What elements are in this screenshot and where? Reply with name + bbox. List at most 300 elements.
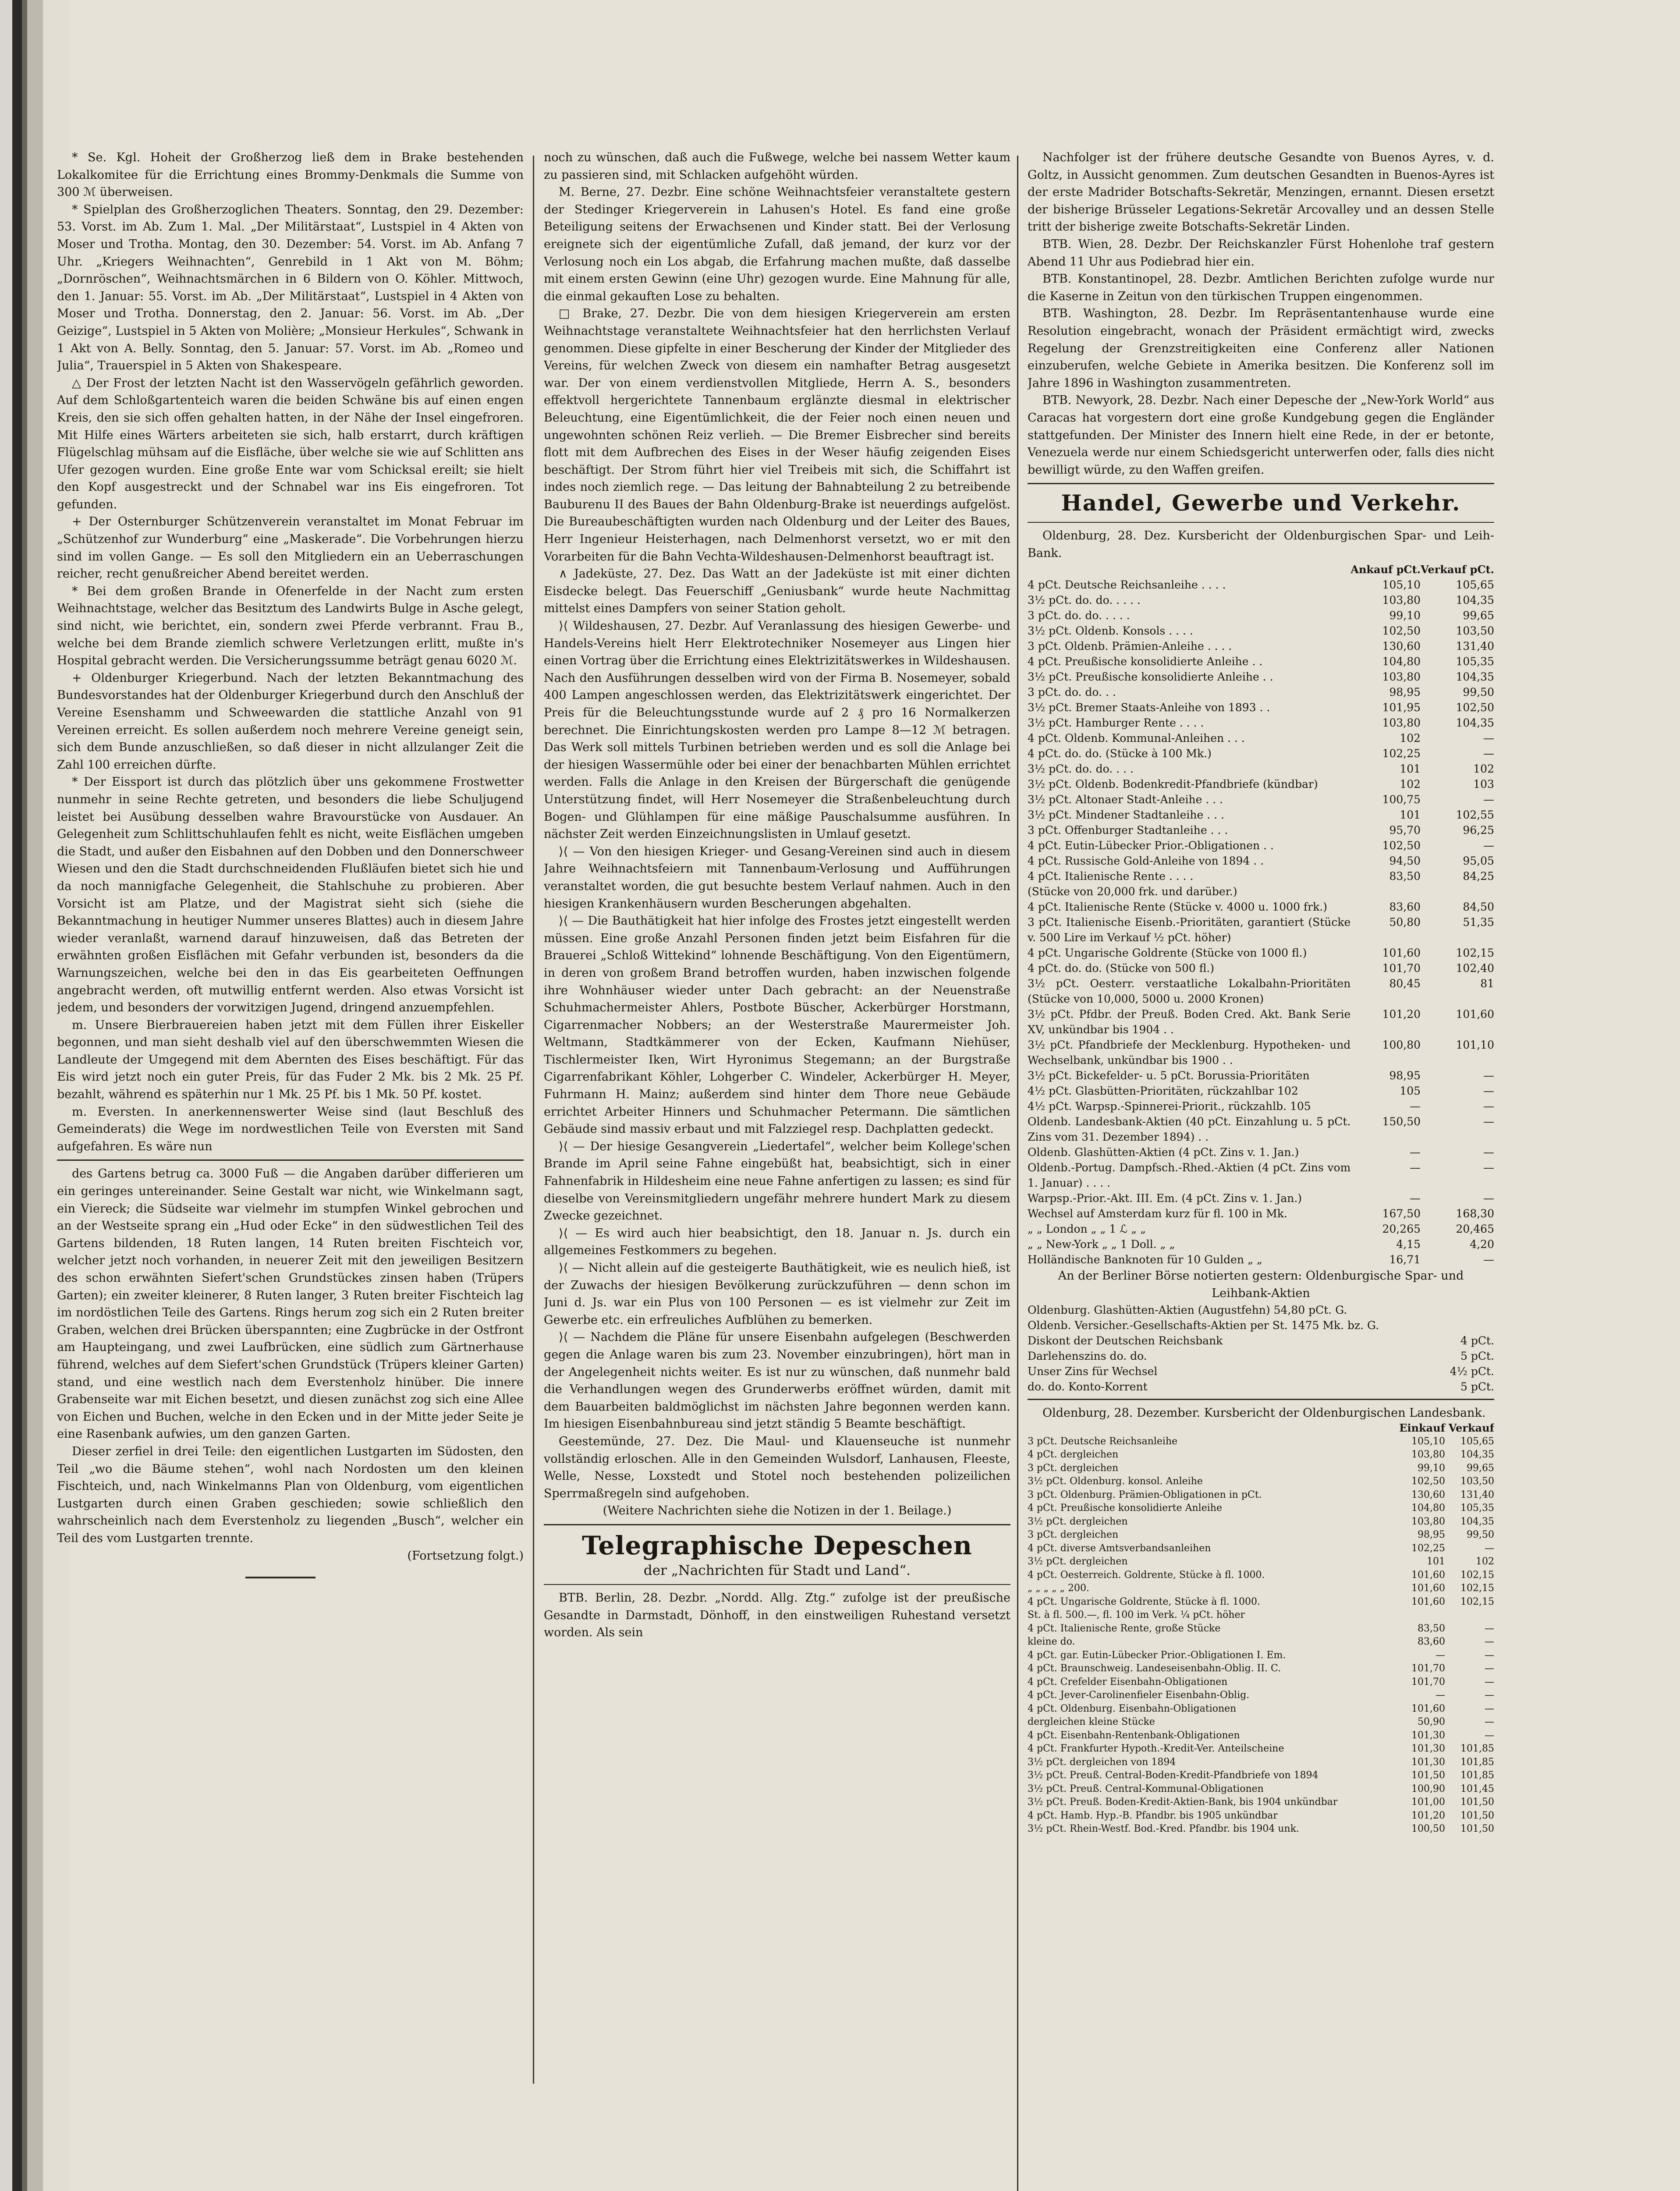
price-cell: 81 xyxy=(1480,977,1494,990)
price-cell: 84,50 xyxy=(1463,901,1494,914)
table-row xyxy=(1028,792,1494,807)
security-name: 3½ pCt. Preußische konsolidierte Anleihe . . xyxy=(1028,670,1273,684)
price-cell: 102,40 xyxy=(1456,962,1494,975)
table-row xyxy=(1028,915,1494,945)
price-cell xyxy=(1350,884,1421,899)
price-cell: 101,10 xyxy=(1456,1039,1494,1052)
price-cell: 101,60 xyxy=(1411,1583,1445,1594)
table-row xyxy=(1028,776,1494,792)
security-name: 4 pCt. Italienische Rente (Stücke v. 4000 u. 1000 frk.) xyxy=(1028,901,1327,914)
price-cell: 131,40 xyxy=(1460,1489,1494,1500)
table-row xyxy=(1028,1475,1494,1489)
price-cell: — xyxy=(1483,732,1494,745)
table-row xyxy=(1028,869,1494,884)
price-cell: 104,35 xyxy=(1456,716,1494,730)
column-header: Einkauf xyxy=(1399,1422,1445,1435)
price-cell: — xyxy=(1483,1115,1494,1128)
news-item: Geestemünde, 27. Dez. Die Maul- und Klauenseuche ist nunmehr vollständig erloschen. Alle in den Gemeinden Wulsdorf, Lanhausen, Fleeste, Welle, Nesse, Loxstedt und Stotel noch bestehenden polizeilichen Sperrmaßregeln sind aufgehoben. xyxy=(544,1434,1010,1500)
price-cell: 130,60 xyxy=(1382,640,1421,653)
price-cell: — xyxy=(1485,1676,1494,1688)
table-row xyxy=(1028,1333,1494,1348)
table-row xyxy=(1028,746,1494,761)
price-cell: 130,60 xyxy=(1411,1489,1445,1500)
price-cell: 105,65 xyxy=(1460,1436,1494,1447)
telegram-item: BTB. Newyork, 28. Dezbr. Nach einer Depesche der „New-York World“ aus Caracas hat vorgestern dort eine große Kundgebung gegen die Engländer stattgefunden. Der Minister des Innern hielt eine Rede, in der er betonte, Venezuela werde nur einem Schiedsgericht unterwerfen oder, falls dies nicht bewilligt würde, zu den Waffen greifen. xyxy=(1028,394,1494,477)
table-row xyxy=(1028,1702,1494,1716)
column-header xyxy=(1028,1422,1396,1435)
price-cell: 102 xyxy=(1400,732,1421,745)
price-cell: 103,50 xyxy=(1456,624,1494,638)
table-row xyxy=(1028,1252,1494,1267)
price-cell: 103,80 xyxy=(1411,1449,1445,1461)
price-cell: 105,35 xyxy=(1460,1503,1494,1514)
column-header: Ankauf pCt. xyxy=(1350,563,1421,576)
price-cell: 101,60 xyxy=(1411,1596,1445,1607)
news-item: ⟩⟨ — Der hiesige Gesangverein „Liedertafel“, welcher beim Kollege'schen Brande im April seine Fahne eingebüßt hat, beabsichtigt, sich in einer Fahnenfabrik in Hildesheim eine neue Fahne anfertigen zu lassen; es sind für dieselbe von Vereinsmitgliedern ungefähr mehrere hundert Mark zu diesem Zwecke gezeichnet. xyxy=(544,1139,1010,1223)
security-name: Wechsel auf Amsterdam kurz für fl. 100 in Mk. xyxy=(1028,1207,1287,1220)
bourse-table-landesbank xyxy=(1028,1422,1494,1836)
price-cell: 101,45 xyxy=(1460,1783,1494,1794)
berlin-bourse-table xyxy=(1028,1302,1494,1394)
price-cell: 104,35 xyxy=(1460,1516,1494,1527)
price-cell: 50,80 xyxy=(1389,916,1421,929)
bourse-intro: Oldenburg, 28. Dez. Kursbericht der Oldenburgischen Spar- und Leih-Bank. xyxy=(1028,529,1494,560)
security-name: 3½ pCt. Hamburger Rente . . . . xyxy=(1028,716,1204,730)
price-cell: 104,35 xyxy=(1456,594,1494,607)
price-cell: — xyxy=(1410,1100,1421,1113)
table-row xyxy=(1028,1083,1494,1099)
price-cell: 101,50 xyxy=(1460,1823,1494,1835)
table-row xyxy=(1028,1542,1494,1556)
news-item: * Der Eissport ist durch das plötzlich über uns gekommene Frostwetter nunmehr in seine Rechte getreten, und besonders die liebe Schuljugend leistet bei Ausübung desselben wahre Bravourstücke von Ausdauer. An Gelegenheit zum Schlittschuhlaufen fehlt es nicht, weite Eisflächen umgeben die Stadt, und außer den Eisbahnen auf den Dobben und den Donnerschweer Wiesen und den die Stadt durchschneidenden Flußläufen bietet sich hie und da noch mannigfache Gelegenheit, die Stahlschuhe zu probieren. Aber Vorsicht ist am Platze, und der Magistrat sieht sich (siehe die Bekanntmachung in heutiger Nummer unseres Blattes) auch in diesem Jahre wieder veranlaßt, warnend darauf hinzuweisen, daß das Betreten der erwähnten großen Eisflächen mit Gefahr verbunden ist, besonders da die Warnungszeichen, welche bei den in das Eis gearbeiteten Oeffnungen angebracht werden, oft mutwillig entfernt werden. Also etwas Vorsicht ist jedem, und besonders der vorwitzigen Jugend, dringend anzuempfehlen. xyxy=(57,775,524,1015)
security-name: 4 pCt. Hamb. Hyp.-B. Pfandbr. bis 1905 unkündbar xyxy=(1028,1810,1278,1821)
intro-text: noch zu wünschen, daß auch die Fußwege, welche bei nassem Wetter kaum zu passieren sind, mit Schlacken aufgehöht würden. xyxy=(544,151,1010,182)
security-name: 4 pCt. Crefelder Eisenbahn-Obligationen xyxy=(1028,1676,1228,1688)
price-cell: 103 xyxy=(1473,778,1494,791)
price-cell: 101,85 xyxy=(1460,1743,1494,1755)
price-cell: — xyxy=(1483,1161,1494,1174)
security-name: Oldenburg. Glashütten-Aktien (Augustfehn) 54,80 pCt. G. xyxy=(1028,1303,1347,1316)
news-item: ⟩⟨ Wildeshausen, 27. Dezbr. Auf Veranlassung des hiesigen Gewerbe- und Handels-Vereins hielt Herr Elektrotechniker Nosemeyer aus Lingen hier einen Vortrag über die Errichtung eines Elektrizitätswerkes in Wildeshausen. Nach den Ausführungen desselben wird von der Firma B. Nosemeyer, sobald 400 Lampen angeschlossen werden, das Elektrizitätswerk eingerichtet. Der Preis für die Beleuchtungsstunde wurde auf 2 ₰ pro 16 Normalkerzen berechnet. Die Einrichtungskosten werden pro Lampe 8—12 ℳ betragen. Das Werk soll mittels Turbinen betrieben werden und es soll die Anlage bei der hiesigen Wassermühle oder bei einer der benachbarten Mühlen errichtet werden. Falls die Anlage in den Kreisen der Bürgerschaft die genügende Unterstützung findet, will Herr Nosemeyer die Straßenbeleuchtung durch Bogen- und Glühlampen für eine mäßige Pauschalsumme ausführen. In nächster Zeit werden Einzeichnungslisten in Umlauf gesetzt. xyxy=(544,619,1010,841)
newspaper-page xyxy=(12,0,1680,2191)
price-cell: 102,50 xyxy=(1456,701,1494,714)
table-row xyxy=(1028,853,1494,869)
table-row xyxy=(1028,1555,1494,1569)
column-header xyxy=(1028,562,1350,577)
security-name: 4 pCt. Eutin-Lübecker Prior.-Obligationen . . xyxy=(1028,839,1274,852)
price-cell: 101,50 xyxy=(1460,1810,1494,1821)
table-row xyxy=(1028,1729,1494,1743)
section-rule xyxy=(544,1584,1010,1585)
price-cell: 102,50 xyxy=(1411,1476,1445,1487)
telegram-berlin: BTB. Berlin, 28. Dezbr. „Nordd. Allg. Ztg.“ zufolge ist der preußische Gesandte in Darmstadt, Dönhoff, in den einstweiligen Ruhestand versetzt worden. Als sein xyxy=(544,1591,1010,1640)
price-cell: 100,75 xyxy=(1382,793,1421,806)
security-name: Unser Zins für Wechsel xyxy=(1028,1365,1158,1378)
security-name: 4 pCt. Ungarische Goldrente (Stücke von 1000 fl.) xyxy=(1028,947,1307,960)
security-name: 3½ pCt. Altonaer Stadt-Anleihe . . . xyxy=(1028,793,1223,806)
news-item: * Se. Kgl. Hoheit der Großherzog ließ dem in Brake bestehenden Lokalkomitee für die Errichtung eines Brommy-Denkmals die Summe von 300 ℳ überweisen. xyxy=(57,151,524,199)
price-cell: 95,70 xyxy=(1389,824,1421,837)
security-name: 3½ pCt. Bremer Staats-Anleihe von 1893 . . xyxy=(1028,701,1270,714)
table-row xyxy=(1028,1649,1494,1663)
local-news xyxy=(57,149,524,1155)
price-cell: 4,15 xyxy=(1396,1238,1421,1251)
price-cell: — xyxy=(1485,1703,1494,1714)
news-item: M. Berne, 27. Dezbr. Eine schöne Weihnachtsfeier veranstaltete gestern der Stedinger Kriegerverein in Lahusen's Hotel. Es fand eine große Beteiligung seitens der Erwachsenen und Kinder statt. Bei der Verlosung ereignete sich der eigentümliche Zufall, daß jemand, der kurz vor der Verlosung noch ein Los abgab, die Erfahrung machen mußte, daß dasselbe mit einem ersten Gewinn (eine Uhr) gezogen wurde. Eine Mahnung für alle, die einmal gekauften Lose zu behalten. xyxy=(544,185,1010,303)
telegram-item: BTB. Wien, 28. Dezbr. Der Reichskanzler Fürst Hohenlohe traf gestern Abend 11 Uhr aus Podiebrad hier ein. xyxy=(1028,237,1494,269)
table-row xyxy=(1028,1622,1494,1636)
table-row xyxy=(1028,1007,1494,1037)
price-cell: 102,25 xyxy=(1411,1542,1445,1554)
table-row xyxy=(1028,761,1494,776)
price-cell: 101,70 xyxy=(1411,1663,1445,1674)
price-cell: 101,60 xyxy=(1456,1008,1494,1021)
table-row xyxy=(1028,1783,1494,1796)
table-row xyxy=(1028,730,1494,746)
table-row xyxy=(1028,638,1494,654)
security-name: 4 pCt. gar. Eutin-Lübecker Prior.-Obligationen I. Em. xyxy=(1028,1649,1286,1661)
table-row xyxy=(1028,838,1494,853)
telegram-banner-title: Telegraphische Depeschen xyxy=(582,1530,972,1560)
price-cell: 104,80 xyxy=(1411,1503,1445,1514)
section-rule xyxy=(1028,1399,1494,1400)
price-cell: 101,60 xyxy=(1411,1703,1445,1714)
price-cell: 101,60 xyxy=(1411,1569,1445,1581)
table-row xyxy=(1028,654,1494,669)
column-header: Verkauf pCt. xyxy=(1421,563,1494,576)
section-title-commerce: Handel, Gewerbe und Verkehr. xyxy=(1061,490,1461,516)
price-cell: 5 pCt. xyxy=(1460,1349,1494,1362)
price-cell: 96,25 xyxy=(1463,824,1494,837)
price-cell: 105,10 xyxy=(1411,1436,1445,1447)
table-row xyxy=(1028,945,1494,961)
telegrams xyxy=(1028,149,1494,479)
security-name: 3½ pCt. Preuß. Central-Kommunal-Obligationen xyxy=(1028,1783,1264,1794)
table-row xyxy=(1028,807,1494,823)
table-row xyxy=(1028,1364,1494,1379)
price-cell: 101,70 xyxy=(1411,1676,1445,1688)
security-name: Warpsp.-Prior.-Akt. III. Em. (4 pCt. Zins v. 1. Jan.) xyxy=(1028,1192,1302,1205)
table-row xyxy=(1028,1515,1494,1529)
price-cell: 99,65 xyxy=(1463,609,1494,622)
security-name: Darlehenszins do. do. xyxy=(1028,1349,1147,1362)
feuilleton-continuation xyxy=(57,1165,524,1547)
price-cell: 95,05 xyxy=(1463,854,1494,868)
price-cell: — xyxy=(1485,1663,1494,1674)
price-cell: — xyxy=(1410,1146,1421,1159)
table-row xyxy=(1028,1435,1494,1449)
regional-news xyxy=(544,184,1010,1502)
security-name: „ „ New-York „ „ 1 Doll. „ „ xyxy=(1028,1238,1175,1251)
security-name: 3 pCt. dergleichen xyxy=(1028,1462,1119,1474)
table-row xyxy=(1028,1528,1494,1542)
news-item: ⟩⟨ — Es wird auch hier beabsichtigt, den 18. Januar n. Js. durch ein allgemeines Festkommers zu begehen. xyxy=(544,1226,1010,1258)
table-row xyxy=(1028,623,1494,638)
price-cell: 4½ pCt. xyxy=(1450,1365,1494,1378)
price-cell: 105,35 xyxy=(1456,655,1494,668)
price-cell: — xyxy=(1483,1100,1494,1113)
table-row xyxy=(1028,669,1494,684)
security-name: 3 pCt. dergleichen xyxy=(1028,1529,1119,1541)
table-row xyxy=(1028,961,1494,976)
news-item: * Bei dem großen Brande in Ofenerfelde in der Nacht zum ersten Weihnachtstage, welcher das Besitztum des Landwirts Bulge in Asche gelegt, sind nicht, wie berichtet, ein, sondern zwei Pferde verbrannt. Frau B., welche bei dem Brande ziemlich schwere Verletzungen erlitt, mußte in's Hospital gebracht werden. Die Versicherungssumme beträgt genau 6020 ℳ. xyxy=(57,584,524,668)
price-cell: — xyxy=(1485,1542,1494,1554)
price-cell xyxy=(1442,1302,1494,1318)
table-row xyxy=(1028,1822,1494,1836)
price-cell: 104,35 xyxy=(1460,1449,1494,1461)
price-cell: 103,80 xyxy=(1411,1516,1445,1527)
telegram-item: BTB. Washington, 28. Dezbr. Im Repräsentantenhause wurde eine Resolution eingebracht, wonach der Präsident ermächtigt wird, zwecks Regelung der Grenzstreitigkeiten eine Conferenz aller Nationen einzuberufen, welche Gebiete in Amerika besitzen. Die Konferenz soll im Jahre 1896 in Washington zusammentreten. xyxy=(1028,307,1494,390)
security-name: 4 pCt. Preußische konsolidierte Anleihe xyxy=(1028,1503,1222,1514)
security-name: 3½ pCt. Preuß. Central-Boden-Kredit-Pfandbriefe von 1894 xyxy=(1028,1770,1318,1781)
beilage-note: (Weitere Nachrichten siehe die Notizen in der 1. Beilage.) xyxy=(603,1504,952,1518)
column-left xyxy=(57,149,524,2090)
table-row xyxy=(1028,1348,1494,1364)
continuation-note: (Fortsetzung folgt.) xyxy=(407,1549,524,1563)
table-row xyxy=(1028,1237,1494,1252)
price-cell: — xyxy=(1485,1636,1494,1648)
price-cell: 50,90 xyxy=(1418,1716,1445,1728)
security-name: Holländische Banknoten für 10 Gulden „ „ xyxy=(1028,1253,1262,1266)
price-cell: 102 xyxy=(1400,778,1421,791)
security-name: 4 pCt. Oesterreich. Goldrente, Stücke à fl. 1000. xyxy=(1028,1569,1265,1581)
table-row xyxy=(1028,1796,1494,1809)
price-cell: 102 xyxy=(1473,762,1494,776)
security-name: Oldenb. Landesbank-Aktien (40 pCt. Einzahlung u. 5 pCt. Zins vom 31. Dezember 1894) . . xyxy=(1028,1115,1351,1144)
price-cell: 102 xyxy=(1476,1556,1494,1567)
security-name: 3 pCt. Oldenb. Prämien-Anleihe . . . . xyxy=(1028,640,1232,653)
security-name: (Stücke von 20,000 frk. und darüber.) xyxy=(1028,885,1237,898)
table-row xyxy=(1028,1037,1494,1068)
security-name: 4 pCt. Deutsche Reichsanleihe . . . . xyxy=(1028,578,1226,592)
table-row xyxy=(1028,1462,1494,1475)
security-name: dergleichen kleine Stücke xyxy=(1028,1716,1155,1728)
price-cell: 102,15 xyxy=(1460,1569,1494,1581)
table-header-row xyxy=(1028,562,1494,577)
security-name: 3 pCt. Deutsche Reichsanleihe xyxy=(1028,1436,1178,1447)
table-row xyxy=(1028,1145,1494,1160)
news-item: * Spielplan des Großherzoglichen Theaters. Sonntag, den 29. Dezember: 53. Vorst. im Ab. Zum 1. Mal. „Der Militärstaat“, Lustspiel in 4 Akten von Moser und Trotha. Montag, den 30. Dezember: 54. Vorst. im Ab. Anfang 7 Uhr. „Kriegers Weihnachten“, Genrebild in 1 Akt von M. Böhm; „Dornröschen“, Weihnachtsmärchen in 6 Bildern von O. Köhler. Mittwoch, den 1. Januar: 55. Vorst. im Ab. „Der Militärstaat“, Lustspiel in 4 Akten von Moser und Trotha. Donnerstag, den 2. Januar: 56. Vorst. im Ab. „Der Geizige“, Lustspiel in 5 Akten von Molière; „Monsieur Herkules“, Schwank in 1 Akt von A. Belly. Sonntag, den 5. Januar: 57. Vorst. im Ab. „Romeo und Julia“, Trauerspiel in 5 Akten von Shakespeare. xyxy=(57,202,524,373)
table-row xyxy=(1028,1609,1494,1622)
table-row xyxy=(1028,823,1494,838)
price-cell: 101,50 xyxy=(1460,1797,1494,1808)
price-cell: 101,85 xyxy=(1460,1770,1494,1781)
security-name: 4 pCt. Preußische konsolidierte Anleihe . . xyxy=(1028,655,1263,668)
table-row xyxy=(1028,1302,1494,1318)
price-cell: 104,80 xyxy=(1382,655,1421,668)
table-row xyxy=(1028,1160,1494,1191)
security-name: 3½ pCt. Mindener Stadtanleihe . . . xyxy=(1028,808,1224,822)
news-item: + Der Osternburger Schützenverein veranstaltet im Monat Februar im „Schützenhof zur Wunderburg“ eine „Maskerade“. Die Vorbehrungen hierzu sind im vollen Gange. — Es soll den Mitgliedern ein an Ueberraschungen reicher, recht genußreicher Abend bereitet werden. xyxy=(57,515,524,581)
price-cell: — xyxy=(1485,1730,1494,1741)
price-cell: 102,25 xyxy=(1382,747,1421,760)
security-name: Diskont der Deutschen Reichsbank xyxy=(1028,1334,1223,1347)
price-cell: — xyxy=(1483,1085,1494,1098)
column-header: Verkauf xyxy=(1448,1422,1494,1435)
column-middle xyxy=(544,149,1010,2191)
price-cell: — xyxy=(1410,1192,1421,1205)
price-cell: 103,80 xyxy=(1382,594,1421,607)
security-name: 3 pCt. do. do. . . xyxy=(1028,686,1116,699)
price-cell xyxy=(1442,1318,1494,1333)
table-row xyxy=(1028,1662,1494,1676)
landesbank-intro: Oldenburg, 28. Dezember. Kursbericht der Oldenburgischen Landesbank. xyxy=(1042,1406,1486,1420)
table-row xyxy=(1028,1068,1494,1083)
news-item: ⟩⟨ — Von den hiesigen Krieger- und Gesang-Vereinen sind auch in diesem Jahre Weihnachtsfeiern mit Tannenbaum-Verlosung und Aufführungen veranstaltet worden, die gut besuchte bestem Verlauf nahmen. Auch in den hiesigen Krankenhäusern wurden Bescherungen abgehalten. xyxy=(544,844,1010,911)
security-name: 3 pCt. do. do. . . . . xyxy=(1028,609,1130,622)
table-row xyxy=(1028,1716,1494,1729)
price-cell: — xyxy=(1483,747,1494,760)
price-cell: — xyxy=(1435,1649,1445,1661)
price-cell: 150,50 xyxy=(1382,1115,1421,1128)
section-rule xyxy=(1028,522,1494,523)
price-cell: — xyxy=(1483,1192,1494,1205)
price-cell: 102,15 xyxy=(1456,947,1494,960)
price-cell: 99,50 xyxy=(1463,686,1494,699)
table-row xyxy=(1028,1635,1494,1649)
price-cell: 84,25 xyxy=(1463,870,1494,883)
security-name: 3 pCt. Offenburger Stadtanleihe . . . xyxy=(1028,824,1228,837)
table-row xyxy=(1028,1099,1494,1114)
price-cell: 99,10 xyxy=(1418,1462,1445,1474)
price-cell xyxy=(1396,1609,1445,1622)
price-cell: 5 pCt. xyxy=(1460,1380,1494,1393)
price-cell: 101,20 xyxy=(1411,1810,1445,1821)
berlin-intro: An der Berliner Börse notierten gestern: Oldenburgische Spar- und Leihbank-Aktien xyxy=(1058,1269,1464,1301)
security-name: 3½ pCt. dergleichen xyxy=(1028,1516,1128,1527)
table-row xyxy=(1028,899,1494,915)
price-cell: 101,70 xyxy=(1382,962,1421,975)
price-cell: 94,50 xyxy=(1389,854,1421,868)
price-cell: — xyxy=(1483,1253,1494,1266)
price-cell: 105,65 xyxy=(1456,578,1494,592)
price-cell: 51,35 xyxy=(1463,916,1494,929)
table-row xyxy=(1028,608,1494,623)
security-name: 4 pCt. Ungarische Goldrente, Stücke à fl. 1000. xyxy=(1028,1596,1260,1607)
table-row xyxy=(1028,1379,1494,1394)
price-cell: 16,71 xyxy=(1389,1253,1421,1266)
price-cell: 101,30 xyxy=(1411,1743,1445,1755)
security-name: 3½ pCt. Pfdbr. der Preuß. Boden Cred. Akt. Bank Serie XV, unkündbar bis 1904 . . xyxy=(1028,1008,1351,1036)
price-cell: 20,465 xyxy=(1456,1223,1494,1236)
news-item: m. Unsere Bierbrauereien haben jetzt mit dem Füllen ihrer Eiskeller begonnen, und man sieht deshalb viel auf den überschwemmten Wiesen die Landleute der Umgegend mit dem Abernten des Eises beschäftigt. Für das Eis wird jetzt noch ein guter Preis, für das Fuder 2 Mk. bis 2 Mk. 25 Pf. bezahlt, während es späterhin nur 1 Mk. 25 Pf. bis 1 Mk. 50 Pf. kostet. xyxy=(57,1018,524,1102)
security-name: do. do. Konto-Korrent xyxy=(1028,1380,1148,1393)
news-item: □ Brake, 27. Dezbr. Die von dem hiesigen Kriegerverein am ersten Weihnachtstage veranstaltete Weihnachtsfeier hat den herrlichsten Verlauf genommen. Diese gipfelte in einer Bescherung der Kinder der Mitglieder des Vereins, für welchen Zweck von diesem ein namhafter Betrag ausgesetzt war. Der von einem verdienstvollen Mitgliede, Herrn A. S., besonders effektvoll hergerichtete Tannenbaum erglänzte diesmal in elektrischer Beleuchtung, eine Eigentümlichkeit, die der Feier noch einen neuen und ungewohnten schönen Reiz verlieh. — Die Bremer Eisbrecher sind bereits flott mit dem Aufbrechen des Eises in der Weser häufig zeigenden Eises beschäftigt. Der Strom führt hier viel Treibeis mit sich, die Schiffahrt ist indes noch ziemlich rege. — Das leitung der Bahnabteilung 2 zu betreibende Bauburenu II des Baues der Bahn Oldenburg-Brake ist neuerdings aufgelöst. Die Bureaubeschäftigten wurden nach Oldenburg und der Leiter des Baues, Herr Ingenieur Heisterhagen, nach Delmenhorst versetzt, wo er mit den Vorarbeiten für die Bahn Vechta-Wildeshausen-Delmenhorst beauftragt ist. xyxy=(544,307,1010,564)
security-name: 3½ pCt. Bickefelder- u. 5 pCt. Borussia-Prioritäten xyxy=(1028,1069,1310,1082)
security-name: 3½ pCt. do. do. . . . . xyxy=(1028,594,1141,607)
telegram-item: Nachfolger ist der frühere deutsche Gesandte von Buenos Ayres, v. d. Goltz, in Aussicht genommen. Zum deutschen Gesandten in Buenos-Ayres ist der erste Madrider Botschafts-Sekretär, Menzingen, ernannt. Diesen ersetzt der bisherige Brüsseler Legations-Sekretär Arcovalley und an dessen Stelle tritt der bisherige zweite Botschafts-Sekretär Linden. xyxy=(1028,151,1494,234)
news-item: △ Der Frost der letzten Nacht ist den Wasservögeln gefährlich geworden. Auf dem Schloßgartenteich waren die beiden Schwäne bis auf einen engen Kreis, den sie sich offen gehalten hatten, in der Nähe der Insel eingefroren. Mit Hilfe eines Wärters arbeiteten sie sich, halb erstarrt, durch kräftigen Flügelschlag mühsam auf die Eisfläche, über welche sie wie auf Schlitten ans Ufer gezogen wurden. Eine große Ente war vom Schicksal ereilt; sie hielt den Kopf ausgestreckt und der Schnabel war ins Eis eingefroren. Tot gefunden. xyxy=(57,376,524,511)
price-cell: — xyxy=(1483,1146,1494,1159)
table-row xyxy=(1028,1756,1494,1769)
security-name: 3½ pCt. Oldenburg. konsol. Anleihe xyxy=(1028,1476,1203,1487)
security-name: 4½ pCt. Glasbütten-Prioritäten, rückzahlbar 102 xyxy=(1028,1085,1298,1098)
price-cell: 100,80 xyxy=(1382,1039,1421,1052)
security-name: kleine do. xyxy=(1028,1636,1075,1648)
telegram-banner-subtitle: der „Nachrichten für Stadt und Land“. xyxy=(643,1562,911,1578)
telegram-item: BTB. Konstantinopel, 28. Dezbr. Amtlichen Berichten zufolge wurde nur die Kaserne in Zeitun von den türkischen Truppen eingenommen. xyxy=(1028,272,1494,303)
price-cell: 102,15 xyxy=(1460,1596,1494,1607)
price-cell: 105 xyxy=(1400,1085,1421,1098)
news-item: ⟩⟨ — Nachdem die Pläne für unsere Eisenbahn aufgelegen (Beschwerden gegen die Anlage waren bis zum 23. November einzubringen), hört man in der Angelegenheit nichts weiter. Es ist nur zu wünschen, daß nunmehr bald die Verhandlungen wegen des Grunderwerbs eröffnet würden, damit mit dem Bauarbeiten baldmöglichst im nächsten Jahre begonnen werden kann. Im hiesigen Eisenbahnbureau sind jetzt ständig 5 Beamte beschäftigt. xyxy=(544,1330,1010,1431)
security-name: 3½ pCt. Oldenb. Bodenkredit-Pfandbriefe (kündbar) xyxy=(1028,778,1318,791)
news-item: ⟩⟨ — Nicht allein auf die gesteigerte Bauthätigkeit, wie es neulich hieß, ist der Zuwachs der hiesigen Bevölkerung zurückzuführen — denn schon im Juni d. Js. war ein Plus von 100 Personen — es ist vielmehr zur Zeit im Gewerbe etc. ein erfreuliches Aufblühen zu bemerken. xyxy=(544,1261,1010,1327)
security-name: 3½ pCt. do. do. . . . xyxy=(1028,762,1134,776)
price-cell: 102,55 xyxy=(1456,808,1494,822)
table-row xyxy=(1028,1595,1494,1609)
news-item: ⟩⟨ — Die Bauthätigkeit hat hier infolge des Frostes jetzt eingestellt werden müssen. Eine große Anzahl Personen finden jetzt beim Eisfahren für die Brauerei „Schloß Wittekind“ lohnende Beschäftigung. Von den Eigentümern, in deren von großem Brand betroffen wurden, haben inzwischen folgende ihre Wohnhäuser wieder unter Dach gebracht: an der Neuenstraße Schuhmachermeister Ahlers, Postbote Büscher, Ackerbürger Horstmann, Cigarrenmacher Nobbers; an der Westerstraße Maurermeister Joh. Weltmann, Stadtkämmerer von der Ecken, Kaufmann Niehüser, Tischlermeister Iken, Wirt Hyronimus Stegemann; an der Burgstraße Cigarrenfabrikant Köhler, Lohgerber C. Windeler, Ackerbürger H. Meyer, Fuhrmann H. Mainz; außerdem sind hinter dem Thore neue Gebäude errichtet Arbeiter Hinners und Schuhmacher Petermann. Die sämtlichen Gebäude sind massiv erbaut und mit Falzziegel resp. Dachplatten gedeckt. xyxy=(544,914,1010,1136)
price-cell: 99,65 xyxy=(1467,1462,1494,1474)
section-rule xyxy=(57,1159,524,1161)
news-item: + Oldenburger Kriegerbund. Nach der letzten Bekanntmachung des Bundesvorstandes hat der Oldenburger Kriegerbund durch den Anschluß der Vereine Esenshamm und Schweewarden die stattliche Anzahl von 91 Vereinen erreicht. Es sollen außerdem noch mehrere Vereine geneigt sein, sich dem Bunde anzuschließen, so daß dieser in nicht allzulanger Zeit die Zahl 100 erreichen dürfte. xyxy=(57,671,524,772)
price-cell: 101,85 xyxy=(1460,1756,1494,1768)
security-name: „ „ „ „ „ 200. xyxy=(1028,1583,1089,1594)
price-cell: 83,50 xyxy=(1418,1623,1445,1634)
section-rule xyxy=(544,1524,1010,1525)
security-name: Oldenb. Versicher.-Gesellschafts-Aktien per St. 1475 Mk. bz. G. xyxy=(1028,1319,1379,1332)
table-row xyxy=(1028,1809,1494,1823)
price-cell: — xyxy=(1485,1690,1494,1701)
price-cell: — xyxy=(1485,1649,1494,1661)
price-cell: 103,50 xyxy=(1460,1476,1494,1487)
price-cell: 83,60 xyxy=(1418,1636,1445,1648)
table-row xyxy=(1028,1191,1494,1206)
security-name: 3½ pCt. dergleichen xyxy=(1028,1556,1128,1567)
price-cell: 83,60 xyxy=(1389,901,1421,914)
security-name: 3½ pCt. Rhein-Westf. Bod.-Kred. Pfandbr. bis 1904 unk. xyxy=(1028,1823,1300,1835)
security-name: Oldenb. Glashütten-Aktien (4 pCt. Zins v. 1. Jan.) xyxy=(1028,1146,1299,1159)
table-row xyxy=(1028,1318,1494,1333)
security-name: 4 pCt. diverse Amtsverbandsanleihen xyxy=(1028,1542,1211,1554)
price-cell: 98,95 xyxy=(1389,1069,1421,1082)
price-cell: — xyxy=(1485,1716,1494,1728)
price-cell: 101 xyxy=(1400,762,1421,776)
price-cell: 101,95 xyxy=(1382,701,1421,714)
security-name: 4 pCt. Eisenbahn-Rentenbank-Obligationen xyxy=(1028,1730,1240,1741)
security-name: 3 pCt. Oldenburg. Prämien-Obligationen in pCt. xyxy=(1028,1489,1262,1500)
table-row xyxy=(1028,884,1494,899)
price-cell: 4,20 xyxy=(1470,1238,1494,1251)
price-cell: 101,30 xyxy=(1411,1730,1445,1741)
table-row xyxy=(1028,577,1494,592)
price-cell: — xyxy=(1483,1069,1494,1082)
security-name: 4 pCt. Italienische Rente, große Stücke xyxy=(1028,1623,1221,1634)
table-header-row xyxy=(1028,1422,1494,1435)
table-row xyxy=(1028,976,1494,1007)
security-name: 3½ pCt. dergleichen von 1894 xyxy=(1028,1756,1176,1768)
security-name: 4 pCt. Russische Gold-Anleihe von 1894 . . xyxy=(1028,854,1264,868)
column-divider xyxy=(533,156,534,2084)
table-row xyxy=(1028,684,1494,700)
table-row xyxy=(1028,715,1494,730)
table-row xyxy=(1028,1502,1494,1515)
price-cell: 99,50 xyxy=(1467,1529,1494,1541)
table-row xyxy=(1028,592,1494,608)
price-cell: 104,35 xyxy=(1456,670,1494,684)
security-name: 4 pCt. Italienische Rente . . . . xyxy=(1028,870,1194,883)
price-cell: — xyxy=(1483,839,1494,852)
price-cell: 4 pCt. xyxy=(1460,1334,1494,1347)
table-row xyxy=(1028,1489,1494,1502)
price-cell: 131,40 xyxy=(1456,640,1494,653)
column-right xyxy=(1028,149,1494,2191)
price-cell xyxy=(1445,1609,1494,1622)
price-cell: 102,50 xyxy=(1382,624,1421,638)
security-name: 3½ pCt. Pfandbriefe der Mecklenburg. Hypotheken- und Wechselbank, unkündbar bis 1900 . . xyxy=(1028,1039,1351,1067)
price-cell: 83,50 xyxy=(1389,870,1421,883)
price-cell: 99,10 xyxy=(1389,609,1421,622)
price-cell: 101,60 xyxy=(1382,947,1421,960)
